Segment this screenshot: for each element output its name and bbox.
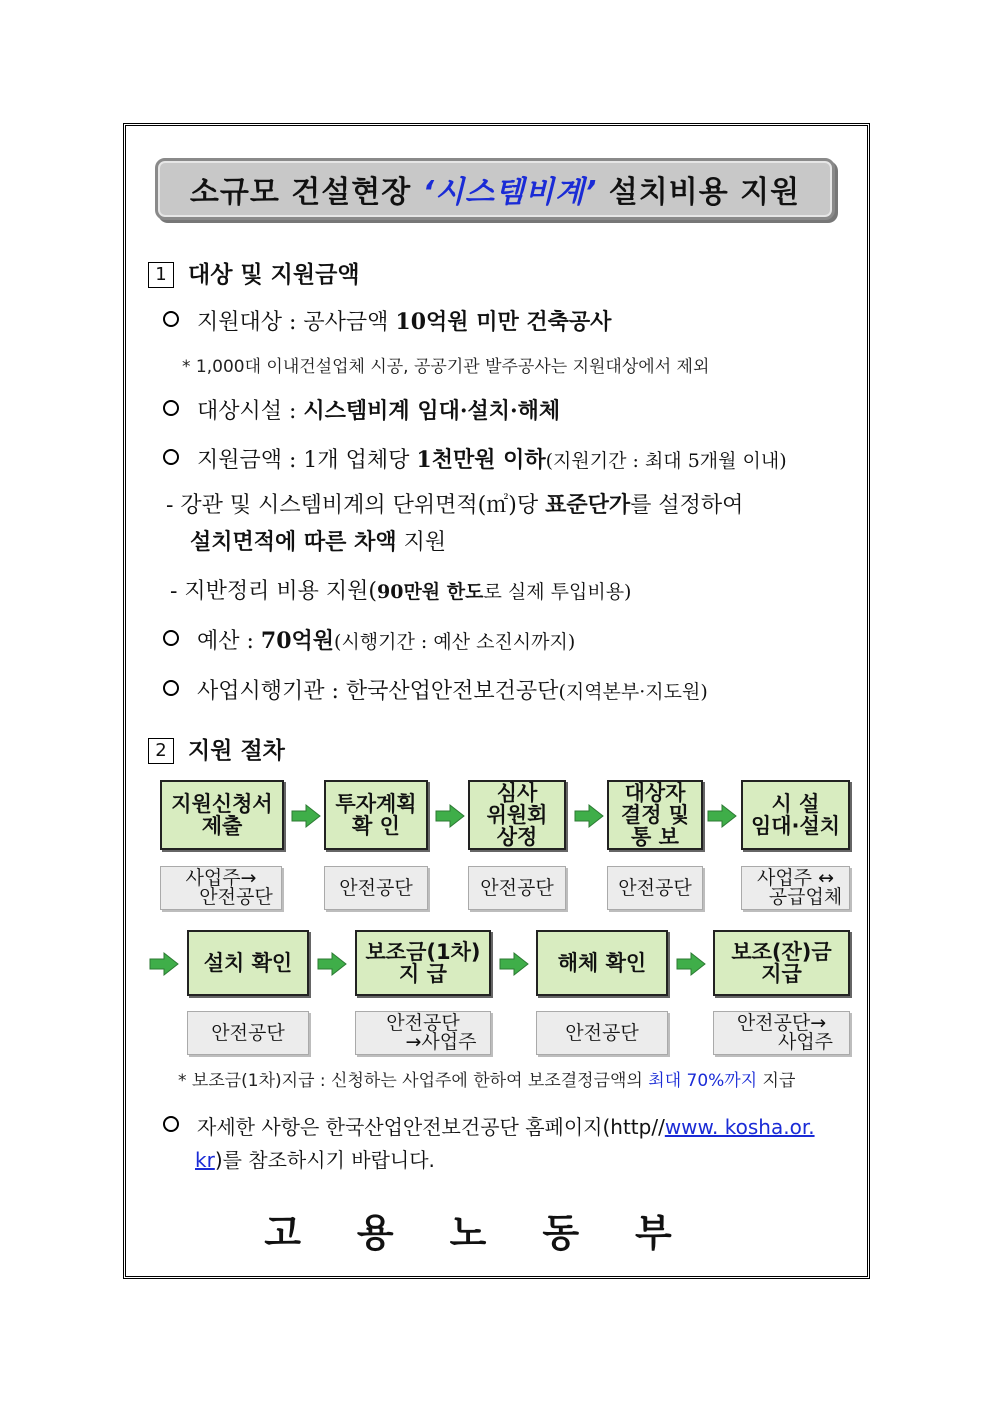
actor-apply: [160, 866, 282, 910]
target-label: 지원대상 : 공사금액: [197, 310, 396, 335]
circle-bullet-icon: [163, 1116, 179, 1132]
facility-value: 시스템비계 임대·설치·해체: [303, 398, 561, 424]
actor-install-l2: 공급업체: [768, 886, 843, 908]
unit-price-text-c: 를 설정하여: [630, 493, 744, 518]
section-2-heading: [148, 732, 285, 765]
step-committee-l2: 위원회: [486, 803, 548, 827]
circle-bullet-icon: [163, 400, 179, 416]
step-dismantle-check-l1: 해체 확인: [557, 951, 647, 975]
agency-label: 사업시행기관 : 한국산업안전보건공단: [197, 679, 559, 704]
ground-cost-text-c: 로 실제 투입비용): [483, 581, 632, 603]
step-committee-l3: 상정: [496, 825, 538, 849]
actor-committee: [468, 866, 566, 910]
actor-selection-l1: 안전공단: [618, 876, 692, 899]
title-prefix: 소규모 건설현장: [189, 175, 423, 210]
section-2-number: 2: [148, 738, 174, 764]
target-item: [163, 305, 611, 336]
step-apply-l2: 제출: [201, 814, 243, 838]
unit-price-bold: 표준단가: [545, 492, 631, 518]
step-dismantle-check: [536, 930, 668, 996]
agency-note: (지역본부·지도원): [558, 681, 708, 703]
unit-price-text-a: - 강관 및 시스템비계의 단위면적(㎡)당: [166, 493, 546, 518]
ground-cost-bold: 90만원 한도: [377, 581, 484, 603]
step-install-l2: 임대·설치: [750, 814, 841, 838]
step-subsidy-balance: [713, 930, 850, 996]
step-investment-l1: 투자계획: [335, 792, 417, 816]
step-apply: [160, 780, 284, 850]
more-info-line-1: [163, 1111, 815, 1140]
actor-install-check: [187, 1011, 309, 1055]
actor-apply-l1: 사업주→: [185, 867, 257, 889]
procedure-note-c: 지급: [757, 1071, 796, 1091]
step-subsidy-first-l1: 보조금(1차): [365, 940, 481, 964]
step-install: [741, 780, 850, 850]
actor-dismantle-check-l1: 안전공단: [565, 1021, 639, 1044]
budget-item: [163, 624, 575, 655]
circle-bullet-icon: [163, 449, 179, 465]
ground-cost-text-a: - 지반정리 비용 지원(: [170, 579, 378, 604]
actor-investment-l1: 안전공단: [339, 876, 413, 899]
actor-subsidy-first-l2: →사업주: [405, 1031, 477, 1053]
actor-subsidy-balance-l1: 안전공단→: [736, 1012, 827, 1034]
arrow-right-icon: [148, 951, 180, 977]
step-investment-l2: 확 인: [352, 814, 400, 838]
arrow-right-icon: [290, 803, 322, 829]
more-info-line-2: [195, 1144, 435, 1173]
step-subsidy-balance-l2: 지급: [761, 962, 802, 986]
unit-price-line: [166, 488, 743, 519]
actor-subsidy-first-l1: 안전공단: [386, 1012, 460, 1034]
step-committee: [468, 780, 566, 850]
amount-value: 1천만원 이하: [416, 447, 546, 473]
arrow-right-icon: [498, 951, 530, 977]
actor-subsidy-first: [355, 1011, 491, 1055]
arrow-right-icon: [706, 803, 738, 829]
actor-investment: [324, 866, 428, 910]
actor-install-l1: 사업주 ↔: [756, 867, 834, 889]
step-selection-l1: 대상자: [624, 781, 686, 805]
actor-selection: [607, 866, 703, 910]
unit-price-line-2: [190, 525, 446, 556]
actor-subsidy-balance-l2: 사업주: [777, 1031, 834, 1053]
step-subsidy-first-l2: 지 급: [399, 962, 447, 986]
step-apply-l1: 지원신청서: [171, 792, 273, 816]
amount-item: [163, 443, 787, 474]
arrow-right-icon: [316, 951, 348, 977]
title-highlight: ‘시스템비계’: [422, 175, 598, 210]
circle-bullet-icon: [163, 311, 179, 327]
title-suffix: 설치비용 지원: [597, 175, 801, 210]
area-difference-bold: 설치면적에 따른 차액: [190, 529, 397, 555]
facility-label: 대상시설 :: [197, 399, 304, 424]
step-subsidy-balance-l1: 보조(잔)금: [731, 940, 832, 964]
step-investment-plan: [324, 780, 428, 850]
section-2-label: 지원 절차: [188, 738, 285, 764]
actor-apply-l2: 안전공단: [199, 886, 273, 908]
section-1-heading: [148, 256, 360, 289]
step-selection-l3: 통 보: [631, 825, 679, 849]
step-committee-l1: 심사: [496, 781, 538, 805]
procedure-note: [178, 1066, 795, 1091]
procedure-note-highlight: 최대 70%까지: [648, 1071, 758, 1091]
kosha-link-cont[interactable]: kr: [195, 1148, 215, 1172]
step-install-l1: 시 설: [771, 792, 820, 816]
step-selection-l2: 결정 및: [620, 803, 690, 827]
section-1-label: 대상 및 지원금액: [188, 262, 360, 288]
target-value: 10억원 미만 건축공사: [395, 309, 612, 335]
section-1-number: 1: [148, 262, 174, 288]
ground-cost-line: [170, 574, 631, 605]
arrow-right-icon: [675, 951, 707, 977]
step-selection: [607, 780, 703, 850]
circle-bullet-icon: [163, 680, 179, 696]
budget-note: (시행기간 : 예산 소진시까지): [334, 631, 576, 653]
actor-committee-l1: 안전공단: [480, 876, 554, 899]
more-info-text-end: )를 참조하시기 바랍니다.: [214, 1148, 435, 1172]
actor-dismantle-check: [536, 1011, 668, 1055]
amount-label: 지원금액 : 1개 업체당: [197, 448, 417, 473]
amount-note: (지원기간 : 최대 5개월 이내): [545, 450, 787, 472]
step-subsidy-first: [355, 930, 491, 996]
agency-item: [163, 674, 708, 705]
more-info-text: 자세한 사항은 한국산업안전보건공단 홈페이지(http//: [197, 1115, 665, 1139]
step-install-check-l1: 설치 확인: [203, 951, 293, 975]
budget-label: 예산 :: [197, 629, 261, 654]
actor-subsidy-balance: [713, 1011, 850, 1055]
ministry-signature: 고용노동부: [264, 1211, 728, 1255]
procedure-note-a: * 보조금(1차)지급 : 신청하는 사업주에 한하여 보조결정금액의: [178, 1071, 649, 1091]
arrow-right-icon: [434, 803, 466, 829]
area-difference-text: 지원: [396, 530, 447, 555]
step-install-check: [187, 930, 309, 996]
circle-bullet-icon: [163, 630, 179, 646]
budget-value: 70억원: [260, 628, 335, 654]
actor-install: [741, 866, 850, 910]
kosha-link[interactable]: www. kosha.or.: [664, 1115, 815, 1139]
page-title: [155, 158, 835, 220]
target-note: * 1,000대 이내건설업체 시공, 공공기관 발주공사는 지원대상에서 제외: [182, 357, 710, 377]
arrow-right-icon: [573, 803, 605, 829]
facility-item: [163, 394, 560, 425]
actor-install-check-l1: 안전공단: [211, 1021, 285, 1044]
